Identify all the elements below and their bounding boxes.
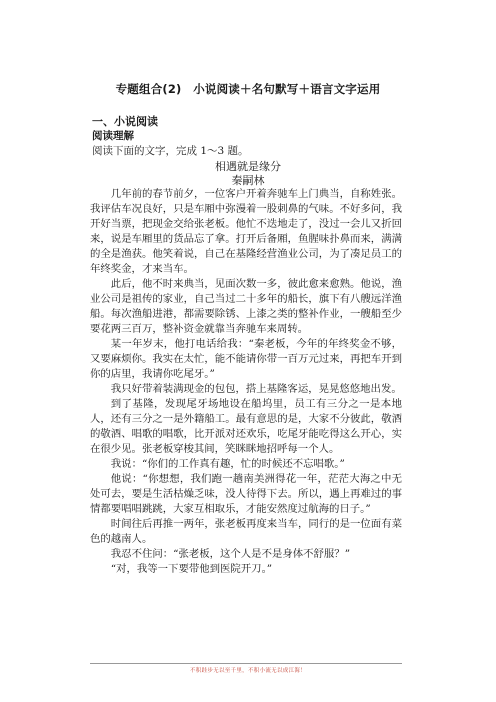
story-paragraph: 到了基隆，发现尾牙场地设在船坞里，员工有三分之一是本地人，还有三分之一是外籍船工。最有意思的是，大家不分彼此，敬酒的敬酒、唱歌的唱歌，比开派对还欢乐，吃尾牙能吃得这么开心，实在很少见。张老板穿梭其间，笑眯眯地招呼每一个人。 [90,398,402,455]
story-paragraph: 我忍不住问：“张老板，这个人是不是身体不舒服？” [110,548,351,560]
document-title: 专题组合(2) 小说阅读＋名句默写＋语言文字运用 [115,82,381,96]
reading-instruction: 阅读下面的文字，完成 1～3 题。 [92,145,249,157]
story-paragraph: 时间往后再推一两年，张老板再度来当车，同行的是一位面有菜色的越南人。 [90,518,402,545]
story-paragraph: 我说：“你们的工作真有趣，忙的时候还不忘唱歌。” [110,458,345,470]
story-paragraph: 我只好带着装满现金的包包，搭上基隆客运，晃晃悠悠地出发。 [110,383,402,395]
story-body [90,187,402,577]
section-heading: 一、小说阅读 [92,115,158,128]
story-paragraph: 几年前的春节前夕，一位客户开着奔驰车上门典当，自称姓张。我评估车况良好，只是车厢中弥漫着一股刺鼻的气味。不好多问，我开好当票，把现金交给张老板。他忙不迭地走了，没过一会儿又折回来，说是车厢里的货品忘了拿。打开后备厢，鱼腥味扑鼻而来，满满的全是渔获。他笑着说，自己在基隆经营渔业公司，为了凑足员工的年终奖金，才来当车。 [90,188,402,275]
section-subheading: 阅读理解 [92,130,134,142]
story-paragraph: “对，我等一下要带他到医院开刀。” [110,563,273,575]
footer-divider [90,663,402,664]
story-paragraph: 他说：“你想想，我们跑一趟南美洲得花一年，茫茫大海之中无处可去，要是生活枯燥乏味，没人待得下去。所以，遇上再难过的事情都要唱唱跳跳，大家互相取乐，才能安然度过航海的日子。” [90,473,402,515]
footer-motto: 不积跬步无以至千里，不积小流无以成江海！ [189,668,306,674]
story-paragraph: 此后，他不时来典当，见面次数一多，彼此愈来愈熟。他说，渔业公司是祖传的家业，自己当过二十多年的船长，旗下有八艘远洋渔船。每次渔船进港，都需要除锈、上漆之类的整补作业，一艘船至少要花两三百万，整补资金就靠当奔驰车来周转。 [90,278,402,335]
story-author: 秦嗣林 [231,174,265,187]
story-paragraph: 某一年岁末，他打电话给我：“秦老板，今年的年终奖金不够，又要麻烦你。我实在太忙，能不能请你带一百万元过来，再把车开到你的店里，我请你吃尾牙。” [90,338,402,380]
story-title: 相遇就是缘分 [215,160,281,173]
